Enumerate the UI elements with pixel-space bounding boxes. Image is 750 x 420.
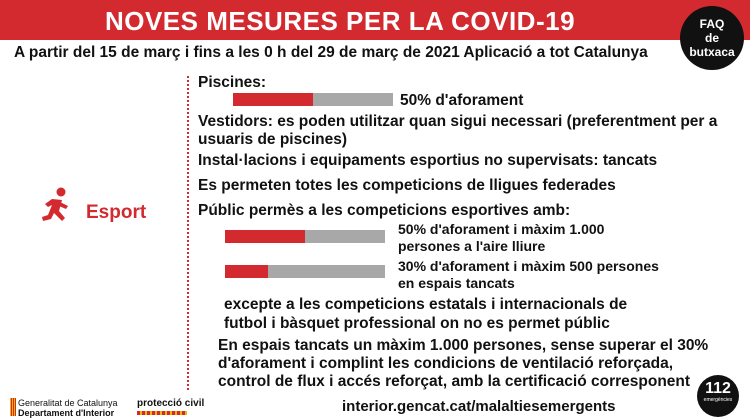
proteccio-civil-stripe xyxy=(137,411,187,415)
badge-number: 112 xyxy=(705,380,731,397)
gencat-line-2: Departament d'Interior xyxy=(18,408,115,418)
unsupervised-facilities-text: Instal·lacions i equipaments esportius no supervisats: tancats xyxy=(198,152,658,169)
badge-subtext: emergències xyxy=(703,397,733,403)
pools-capacity-fill xyxy=(233,93,313,106)
competitions-text: Es permeten totes les competicions de lligues federades xyxy=(198,177,616,194)
outdoor-capacity-fill xyxy=(225,230,305,243)
indoor-capacity-label-2: en espais tancats xyxy=(398,275,515,291)
pools-capacity-label: 50% d'aforament xyxy=(400,92,524,109)
faq-line-2: de xyxy=(704,31,719,45)
outdoor-capacity-label-2: persones a l'aire lliure xyxy=(398,238,546,254)
faq-line-3: butxaca xyxy=(689,45,735,59)
indoor-capacity-fill xyxy=(225,265,268,278)
pools-capacity-bar xyxy=(233,93,393,106)
proteccio-civil-logo: protecció civil xyxy=(137,398,205,409)
indoor-note-line-2: d'aforament i complint les condicions de ventilació reforçada, xyxy=(218,355,674,372)
faq-line-1: FAQ xyxy=(699,17,725,31)
website-link[interactable]: interior.gencat.cat/malaltiesemergents xyxy=(342,398,616,415)
running-person-icon xyxy=(38,186,72,226)
exception-line-2: futbol i bàsquet professional on no es permet públic xyxy=(224,315,610,332)
gencat-line-1: Generalitat de Catalunya xyxy=(18,398,118,408)
gencat-logo xyxy=(18,398,118,418)
gencat-flag-icon xyxy=(10,398,16,416)
outdoor-capacity-bar xyxy=(225,230,385,243)
indoor-capacity-label-1: 30% d'aforament i màxim 500 persones xyxy=(398,258,659,274)
faq-badge[interactable] xyxy=(680,6,744,70)
indoor-note-line-3: control de flux i accés reforçat, amb la certificació corresponent xyxy=(218,373,691,390)
dotted-divider xyxy=(187,76,189,394)
section-label: Esport xyxy=(86,202,147,223)
changing-rooms-text: Vestidors: es poden utilitzar quan sigui necessari (preferentment per a usuaris de piscines) xyxy=(198,113,718,148)
indoor-capacity-bar xyxy=(225,265,385,278)
pools-heading: Piscines: xyxy=(198,74,267,91)
page-title: NOVES MESURES PER LA COVID-19 xyxy=(104,6,576,36)
date-range-subtitle: A partir del 15 de març i fins a les 0 h del 29 de març de 2021 Aplicació a tot Catalunya xyxy=(14,44,648,61)
emergency-112-badge xyxy=(697,375,739,417)
outdoor-capacity-label-1: 50% d'aforament i màxim 1.000 xyxy=(398,221,605,237)
exception-line-1: excepte a les competicions estatals i internacionals de xyxy=(224,296,628,313)
public-heading: Públic permès a les competicions esportives amb: xyxy=(198,202,571,219)
indoor-note-line-1: En espais tancats un màxim 1.000 persones, sense superar el 30% xyxy=(218,337,709,354)
